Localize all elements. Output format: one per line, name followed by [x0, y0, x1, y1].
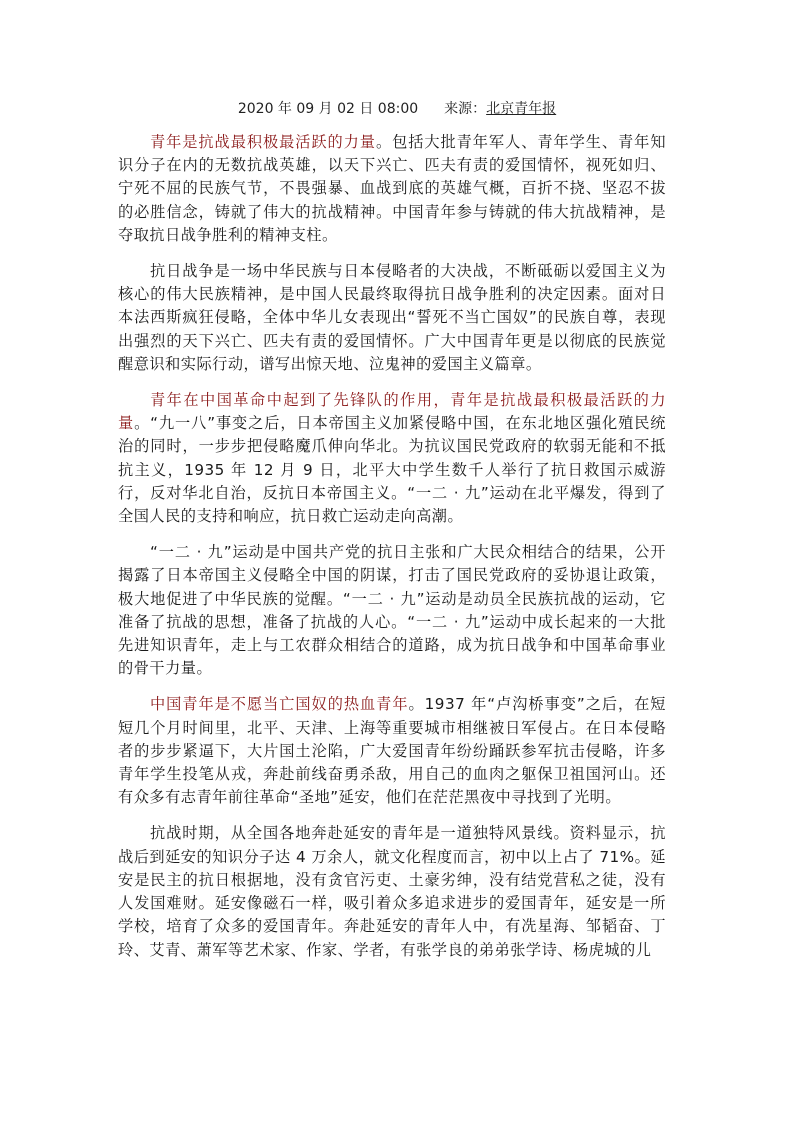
- paragraph-4-text: “一二 · 九”运动是中国共产党的抗日主张和广大民众相结合的结果，公开揭露了日本帝国主义侵略全中国的阴谋，打击了国民党政府的妥协退让政策，极大地促进了中华民族的觉醒。“一二 · 九”运动是动员全民族抗战的运动，它准备了抗战的思想，准备了抗战的人心。“一二 · 九”运动中成长起来的一大批先进知识青年，走上与工农群众相结合的道路，成为抗日战争和中国革命事业的骨干力量。: [118, 543, 666, 678]
- paragraph-1-highlight: 青年是抗战最积极最活跃的力量: [150, 133, 376, 151]
- paragraph-2-text: 抗日战争是一场中华民族与日本侵略者的大决战，不断砥砺以爱国主义为核心的伟大民族精神，是中国人民最终取得抗日战争胜利的决定因素。面对日本法西斯疯狂侵略，全体中华儿女表现出“誓死不当亡国奴”的民族自尊，表现出强烈的天下兴亡、匹夫有责的爱国情怀。广大中国青年更是以彻底的民族觉醒意识和实际行动，谱写出惊天地、泣鬼神的爱国主义篇章。: [118, 262, 666, 373]
- paragraph-1: [118, 131, 666, 247]
- source-label: 来源：: [444, 101, 487, 117]
- paragraph-5-highlight: 中国青年是不愿当亡国奴的热血青年: [150, 695, 409, 714]
- article-body: [118, 131, 666, 975]
- publish-datetime: 2020 年 09 月 02 日 08:00: [237, 101, 419, 117]
- paragraph-6: [118, 822, 666, 961]
- article-meta: [0, 99, 794, 119]
- source-link[interactable]: 北京青年报: [486, 101, 557, 117]
- paragraph-3-text: 。“九一八”事变之后，日本帝国主义加紧侵略中国，在东北地区强化殖民统治的同时，一步步把侵略魔爪伸向华北。为抗议国民党政府的软弱无能和不抵抗主义，1935 年 12 月 9 日，北平大中学生数千人举行了抗日救国示威游行，反对华北自治，反抗日本帝国主义。“一二 · 九”运动在北平爆发，得到了全国人民的支持和响应，抗日救亡运动走向高潮。: [118, 414, 666, 526]
- paragraph-6-text: 抗战时期，从全国各地奔赴延安的青年是一道独特风景线。资料显示，抗战后到延安的知识分子达 4 万余人，就文化程度而言，初中以上占了 71%。延安是民主的抗日根据地，没有贪官污吏、土豪劣绅，没有结党营私之徒，没有人发国难财。延安像磁石一样，吸引着众多追求进步的爱国青年，延安是一所学校，培育了众多的爱国青年。奔赴延安的青年人中，有冼星海、邹韬奋、丁玲、艾青、萧军等艺术家、作家、学者，有张学良的弟弟张学诗、杨虎城的儿: [118, 824, 666, 959]
- paragraph-2: [118, 260, 666, 376]
- paragraph-3-highlight: 青年在中国革命中起到了先锋队的作用，青年是抗战最积极最活跃的力量: [118, 391, 666, 433]
- paragraph-3: [118, 389, 666, 528]
- paragraph-5: [118, 693, 666, 809]
- paragraph-1-text: 。包括大批青年军人、青年学生、青年知识分子在内的无数抗战英雄，以天下兴亡、匹夫有责的爱国情怀，视死如归、宁死不屈的民族气节，不畏强暴、血战到底的英雄气概，百折不挠、坚忍不拔的必胜信念，铸就了伟大的抗战精神。中国青年参与铸就的伟大抗战精神，是夺取抗日战争胜利的精神支柱。: [118, 133, 667, 244]
- paragraph-5-text: 。1937 年“卢沟桥事变”之后，在短短几个月时间里，北平、天津、上海等重要城市相继被日军侵占。在日本侵略者的步步紧逼下，大片国土沦陷，广大爱国青年纷纷踊跃参军抗击侵略，许多青年学生投笔从戎，奔赴前线奋勇杀敌，用自己的血肉之躯保卫祖国河山。还有众多有志青年前往革命“圣地”延安，他们在茫茫黑夜中寻找到了光明。: [118, 695, 666, 807]
- paragraph-4: [118, 541, 666, 680]
